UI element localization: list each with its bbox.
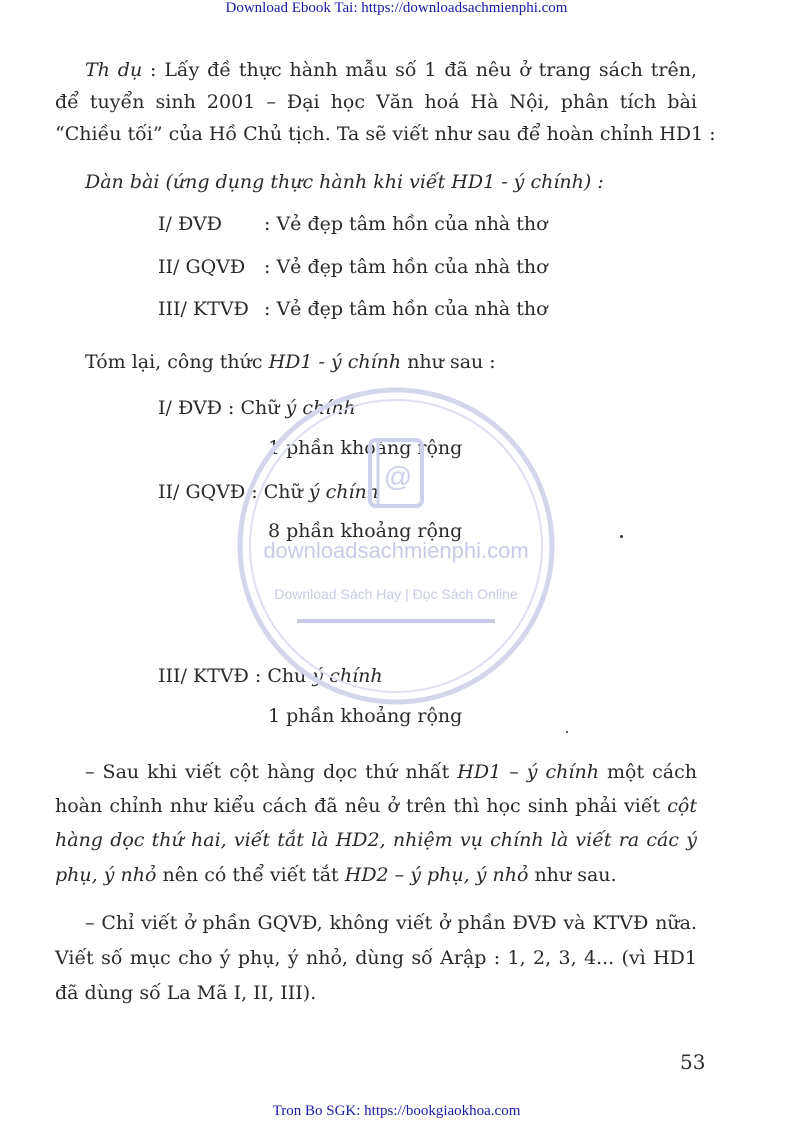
formula-space-2: 8 phần khoảng rộng	[268, 520, 463, 542]
scan-speck	[620, 535, 623, 538]
example-lead: Th dụ	[85, 59, 143, 81]
formula-space-3: 1 phần khoảng rộng	[268, 705, 463, 727]
formula-item-1: I/ ĐVĐ : Chữ ý chính	[158, 397, 356, 419]
formula-item-3: III/ KTVĐ : Chữ ý chính	[158, 665, 383, 687]
summary-line: Tóm lại, công thức HD1 - ý chính như sau :	[85, 351, 496, 373]
example-line-1: Th dụ : Lấy đề thực hành mẫu số 1 đã nêu ở trang sách trên,	[85, 59, 697, 81]
outline-item-3: III/ KTVĐ : Vẻ đẹp tâm hồn của nhà thơ	[158, 298, 548, 320]
para3-line-1: – Chỉ viết ở phần GQVĐ, không viết ở phần ĐVĐ và KTVĐ nữa.	[85, 912, 697, 934]
para3-line-3: đã dùng số La Mã I, II, III).	[55, 982, 317, 1004]
scan-speck	[566, 731, 568, 733]
svg-text:@: @	[383, 461, 413, 492]
watermark-site: downloadsachmienphi.com	[263, 538, 529, 563]
para2-line-4: phụ, ý nhỏ nên có thể viết tắt HD2 – ý phụ, ý nhỏ như sau.	[55, 864, 617, 886]
formula-item-2: II/ GQVĐ : Chữ ý chính	[158, 481, 379, 503]
header-download-link[interactable]: Download Ebook Tai: https://downloadsachmienphi.com	[225, 0, 568, 16]
para2-line-2: hoàn chỉnh như kiểu cách đã nêu ở trên thì học sinh phải viết cột	[55, 795, 697, 817]
example-line-3: “Chiều tối” của Hồ Chủ tịch. Ta sẽ viết như sau để hoàn chỉnh HD1 :	[55, 123, 716, 145]
para3-line-2: Viết số mục cho ý phụ, ý nhỏ, dùng số Arập : 1, 2, 3, 4... (vì HD1	[55, 947, 697, 969]
formula-space-1: 1 phần khoảng rộng	[268, 437, 463, 459]
watermark-tagline: Download Sách Hay | Đọc Sách Online	[274, 586, 518, 602]
outline-item-1: I/ ĐVĐ : Vẻ đẹp tâm hồn của nhà thơ	[158, 213, 548, 235]
footer-textbook-link[interactable]: Tron Bo SGK: https://bookgiaokhoa.com	[272, 1103, 521, 1119]
outline-item-2: II/ GQVĐ : Vẻ đẹp tâm hồn của nhà thơ	[158, 256, 548, 278]
para2-line-3: hàng dọc thứ hai, viết tắt là HD2, nhiệm vụ chính là viết ra các ý	[55, 829, 697, 851]
para2-line-1: – Sau khi viết cột hàng dọc thứ nhất HD1 – ý chính một cách	[85, 761, 698, 783]
example-line-2: để tuyển sinh 2001 – Đại học Văn hoá Hà Nội, phân tích bài	[55, 91, 697, 113]
outline-heading: Dàn bài (ứng dụng thực hành khi viết HD1 - ý chính) :	[85, 171, 604, 193]
page-number: 53	[680, 1050, 706, 1074]
